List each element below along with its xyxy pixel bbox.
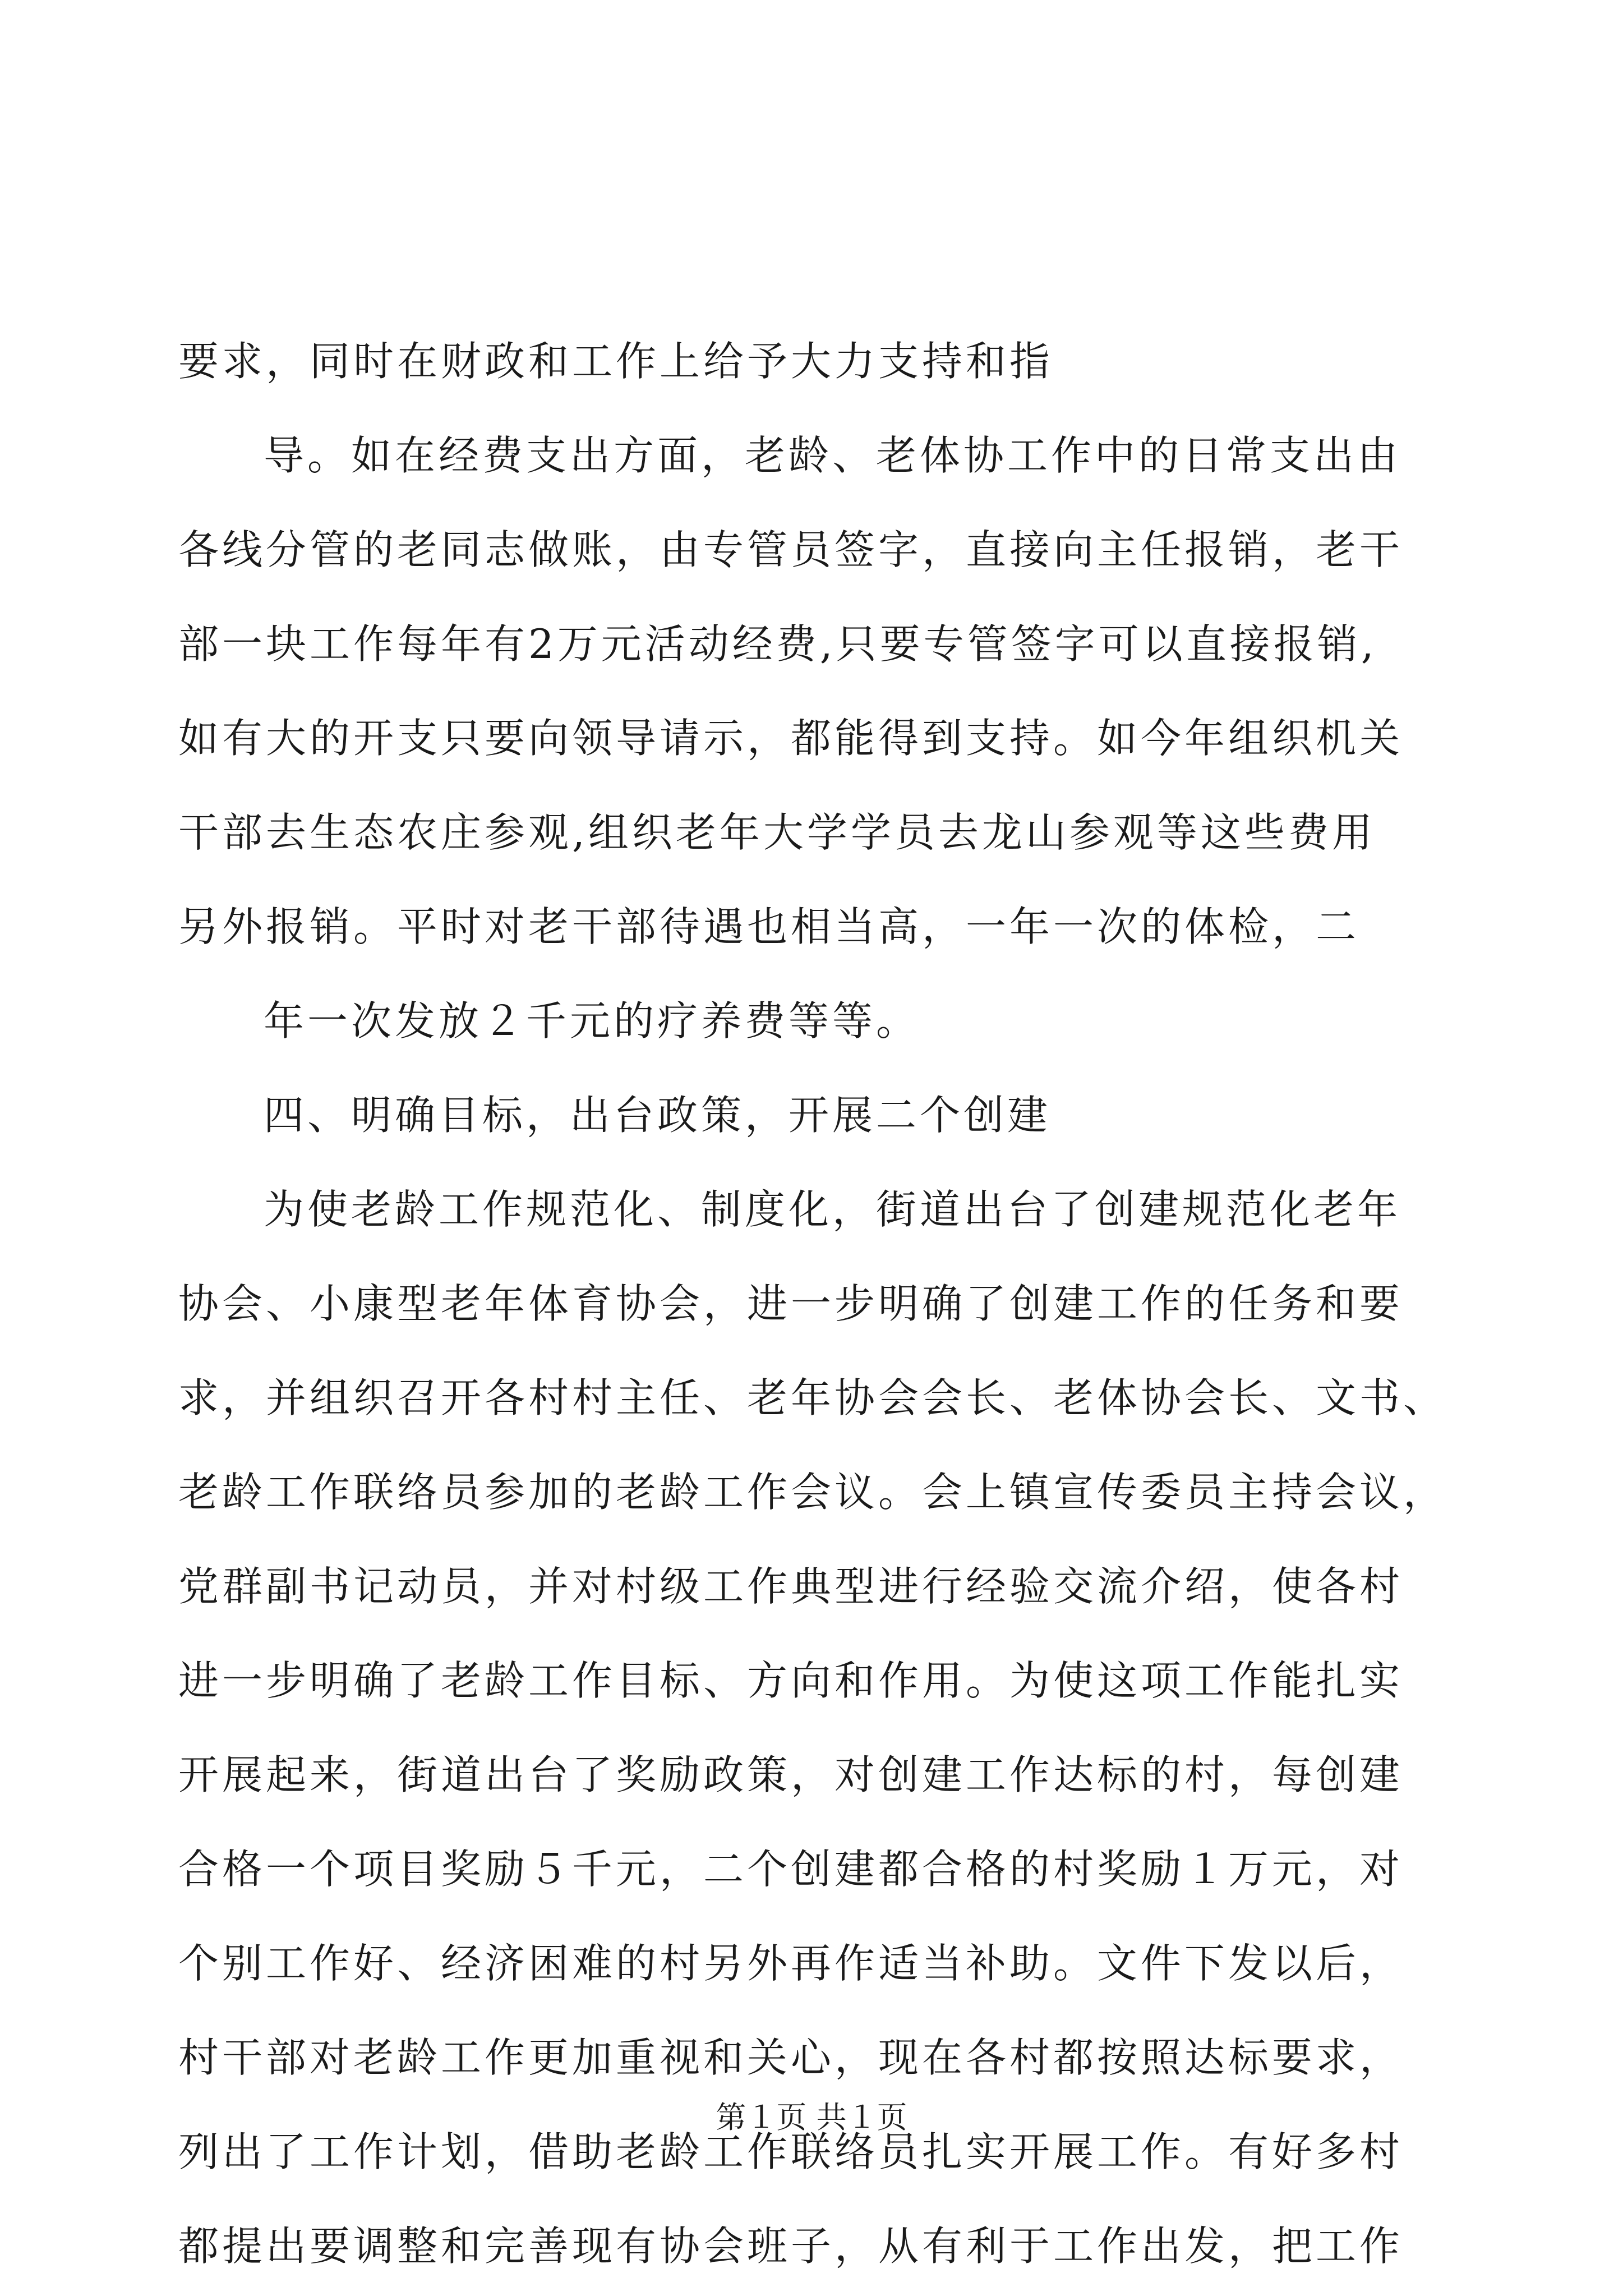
document-body bbox=[178, 314, 1446, 2293]
text-line: 村干部对老龄工作更加重视和关心，现在各村都按照达标要求， bbox=[178, 2034, 1404, 2081]
text-line: 合格一个项目奖励５千元，二个创建都合格的村奖励１万元，对 bbox=[178, 1846, 1404, 1893]
text-line: 都提出要调整和完善现有协会班子，从有利于工作出发，把工作 bbox=[178, 2223, 1404, 2270]
text-line: 要求，同时在财政和工作上给予大力支持和指 bbox=[178, 338, 1054, 385]
text-line: 另外报销。平时对老干部待遇也相当高，一年一次的体检，二 bbox=[178, 903, 1360, 950]
text-line: 开展起来，街道出台了奖励政策，对创建工作达标的村，每创建 bbox=[178, 1751, 1404, 1798]
text-line: 进一步明确了老龄工作目标、方向和作用。为使这项工作能扎实 bbox=[178, 1657, 1404, 1704]
text-line: 部一块工作每年有2万元活动经费,只要专管签字可以直接报销, bbox=[178, 620, 1377, 668]
text-line: 老龄工作联络员参加的老龄工作会议。会上镇宣传委员主持会议， bbox=[178, 1469, 1447, 1516]
text-line: 协会、小康型老年体育协会，进一步明确了创建工作的任务和要 bbox=[178, 1280, 1404, 1327]
page-footer: 第１页 共１页 bbox=[716, 2100, 907, 2135]
text-line: 个别工作好、经济困难的村另外再作适当补助。文件下发以后， bbox=[178, 1940, 1404, 1987]
text-line: 导。如在经费支出方面，老龄、老体协工作中的日常支出由 bbox=[264, 432, 1401, 479]
section-heading: 四、明确目标，出台政策，开展二个创建 bbox=[264, 1092, 1052, 1139]
text-line: 如有大的开支只要向领导请示，都能得到支持。如今年组织机关 bbox=[178, 715, 1404, 762]
text-line: 列出了工作计划，借助老龄工作联络员扎实开展工作。有好多村 bbox=[178, 2128, 1404, 2175]
text-line: 干部去生态农庄参观,组织老年大学学员去龙山参观等这些费用 bbox=[178, 809, 1376, 856]
text-line: 党群副书记动员，并对村级工作典型进行经验交流介绍，使各村 bbox=[178, 1563, 1404, 1610]
text-line: 年一次发放２千元的疗养费等等。 bbox=[264, 997, 920, 1045]
text-line: 为使老龄工作规范化、制度化，街道出台了创建规范化老年 bbox=[264, 1186, 1401, 1233]
text-line: 求，并组织召开各村村主任、老年协会会长、老体协会长、文书、 bbox=[178, 1374, 1447, 1421]
text-line: 各线分管的老同志做账，由专管员签字，直接向主任报销，老干 bbox=[178, 526, 1404, 573]
